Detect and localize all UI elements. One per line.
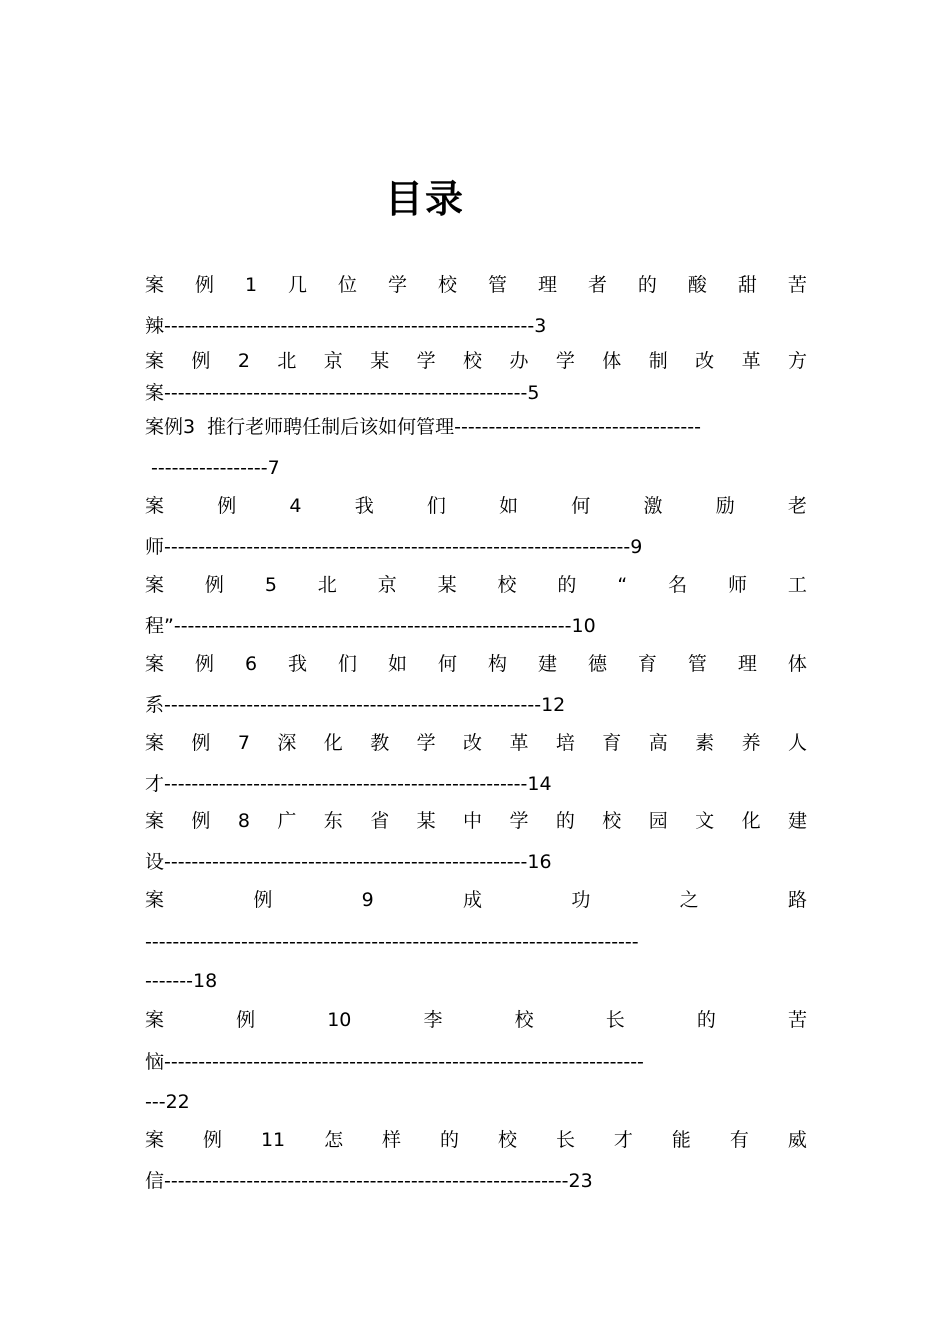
toc-entry-leader-page: 系-------------------------------------------------------12: [145, 694, 566, 716]
toc-title-char: 京: [323, 350, 343, 372]
toc-title-char: 激: [643, 495, 663, 517]
toc-title-char: 5: [264, 574, 277, 596]
toc-title-char: 例: [253, 889, 273, 911]
toc-title-char: 某: [370, 350, 390, 372]
toc-title-char: “: [617, 574, 628, 596]
toc-title-char: 的: [555, 810, 575, 832]
toc-entry-title: 案例3 推行老师聘任制后该如何管理------------------------------------: [145, 416, 701, 438]
toc-title-char: 案: [145, 274, 165, 296]
toc-title-char: 如: [499, 495, 519, 517]
toc-title-char: 工: [787, 574, 807, 596]
toc-title-char: 6: [244, 653, 258, 675]
toc-title-char: 1: [244, 274, 258, 296]
toc-title-char: 北: [277, 350, 297, 372]
toc-title-char: 甜: [737, 274, 757, 296]
toc-entry-leader-page: ---22: [145, 1091, 190, 1113]
toc-title-char: 省: [370, 810, 390, 832]
toc-title-char: 高: [648, 732, 668, 754]
toc-title-char: 方: [787, 350, 807, 372]
toc-title-char: 能: [671, 1129, 691, 1151]
toc-entry-leader-page: ------------------------------------------------------------------------: [145, 931, 639, 953]
toc-title-char: 深: [277, 732, 297, 754]
toc-title-char: 某: [416, 810, 436, 832]
toc-title-char: 长: [605, 1009, 625, 1031]
toc-title-char: 改: [695, 350, 715, 372]
toc-title-char: 案: [145, 495, 165, 517]
toc-title-char: 化: [741, 810, 761, 832]
toc-title-char: 校: [514, 1009, 534, 1031]
toc-title-char: 例: [236, 1009, 256, 1031]
toc-title-char: 4: [289, 495, 302, 517]
toc-title-char: 7: [237, 732, 250, 754]
toc-title-char: 办: [509, 350, 529, 372]
toc-title-char: 校: [602, 810, 622, 832]
toc-title-char: 中: [463, 810, 483, 832]
toc-entry-title: [145, 493, 807, 519]
toc-title-char: 2: [237, 350, 250, 372]
toc-title-char: 建: [787, 810, 807, 832]
toc-title-char: 例: [194, 653, 214, 675]
toc-title-char: 学: [388, 274, 408, 296]
toc-entry-leader-page: -----------------7: [145, 457, 280, 479]
toc-title-char: 案: [145, 732, 165, 754]
toc-title-char: 老: [787, 495, 807, 517]
toc-title-char: 们: [426, 495, 446, 517]
toc-title-char: 案: [145, 1129, 165, 1151]
toc-title-char: 理: [737, 653, 757, 675]
toc-title-char: 的: [440, 1129, 460, 1151]
toc-entry-leader-page: 恼----------------------------------------------------------------------: [145, 1051, 644, 1073]
toc-title-char: 构: [487, 653, 507, 675]
toc-title-char: 酸: [687, 274, 707, 296]
toc-title-char: 8: [237, 810, 250, 832]
toc-title-char: 例: [191, 350, 211, 372]
toc-title-char: 们: [338, 653, 358, 675]
toc-title-char: 化: [323, 732, 343, 754]
toc-title-char: 例: [191, 810, 211, 832]
toc-entry-leader-page: 设-----------------------------------------------------16: [145, 851, 552, 873]
toc-title-char: 如: [388, 653, 408, 675]
toc-title-char: 有: [729, 1129, 749, 1151]
toc-title-char: 育: [602, 732, 622, 754]
toc-title-char: 9: [361, 889, 374, 911]
toc-title-char: 者: [587, 274, 607, 296]
toc-title-char: 案: [145, 1009, 165, 1031]
toc-entry-title: [145, 1007, 807, 1033]
toc-title-char: 我: [354, 495, 374, 517]
toc-title-char: 校: [497, 574, 517, 596]
toc-title-char: 案: [145, 574, 165, 596]
toc-title-char: 案: [145, 810, 165, 832]
toc-title-char: 10: [327, 1009, 352, 1031]
toc-title-char: 才: [613, 1129, 633, 1151]
toc-title-char: 成: [463, 889, 483, 911]
toc-title-char: 体: [602, 350, 622, 372]
toc-title-char: 管: [487, 274, 507, 296]
toc-title-char: 制: [648, 350, 668, 372]
toc-entry-title: [145, 348, 807, 374]
toc-title-char: 理: [537, 274, 557, 296]
toc-title-char: 育: [637, 653, 657, 675]
toc-title-char: 人: [787, 732, 807, 754]
toc-entry-title: [145, 808, 807, 834]
toc-entry-title: [145, 272, 807, 298]
toc-title-char: 培: [555, 732, 575, 754]
toc-title-char: 威: [787, 1129, 807, 1151]
toc-title-char: 长: [555, 1129, 575, 1151]
toc-title-char: 的: [557, 574, 577, 596]
toc-title-char: 校: [437, 274, 457, 296]
toc-title-char: 学: [509, 810, 529, 832]
toc-title-char: 师: [727, 574, 747, 596]
toc-entry-leader-page: -------18: [145, 970, 218, 992]
toc-title-char: 例: [217, 495, 237, 517]
toc-title-char: 管: [687, 653, 707, 675]
toc-title-char: 园: [648, 810, 668, 832]
toc-title-char: 功: [571, 889, 591, 911]
toc-title-char: 路: [787, 889, 807, 911]
toc-title-char: 素: [695, 732, 715, 754]
toc-entry-leader-page: 案-----------------------------------------------------5: [145, 382, 540, 404]
toc-entry-leader-page: 师--------------------------------------------------------------------9: [145, 536, 643, 558]
toc-title-char: 体: [787, 653, 807, 675]
toc-title-char: 怎: [324, 1129, 344, 1151]
toc-title-char: 学: [555, 350, 575, 372]
toc-title-char: 何: [437, 653, 457, 675]
toc-title-char: 之: [679, 889, 699, 911]
toc-entry-leader-page: 信-----------------------------------------------------------23: [145, 1170, 593, 1192]
toc-title-char: 例: [204, 574, 224, 596]
toc-title-char: 养: [741, 732, 761, 754]
toc-entry-leader-page: 才-----------------------------------------------------14: [145, 773, 552, 795]
toc-title-char: 某: [437, 574, 457, 596]
toc-title-char: 几: [288, 274, 308, 296]
toc-title-char: 德: [587, 653, 607, 675]
toc-title-char: 建: [537, 653, 557, 675]
toc-title-char: 东: [323, 810, 343, 832]
toc-entry-title: [145, 572, 807, 598]
toc-title-char: 何: [571, 495, 591, 517]
toc-title-char: 位: [338, 274, 358, 296]
toc-title-char: 校: [463, 350, 483, 372]
toc-entry-title: [145, 887, 807, 913]
toc-title-char: 我: [288, 653, 308, 675]
toc-title-char: 例: [194, 274, 214, 296]
toc-entry-leader-page: 辣------------------------------------------------------3: [145, 315, 547, 337]
toc-title-char: 革: [509, 732, 529, 754]
toc-title-char: 案: [145, 350, 165, 372]
toc-title-char: 励: [715, 495, 735, 517]
toc-title-char: 11: [260, 1129, 286, 1151]
toc-entry-title: [145, 730, 807, 756]
toc-title-char: 案: [145, 653, 165, 675]
toc-title-char: 的: [696, 1009, 716, 1031]
toc-title: 目录: [384, 177, 465, 221]
toc-title-char: 教: [370, 732, 390, 754]
toc-entry-title: [145, 1127, 807, 1153]
toc-title-char: 例: [202, 1129, 222, 1151]
toc-title-char: 改: [463, 732, 483, 754]
toc-title-char: 案: [145, 889, 165, 911]
toc-title-char: 苦: [787, 274, 807, 296]
toc-title-char: 名: [668, 574, 688, 596]
toc-title-char: 北: [317, 574, 337, 596]
toc-title-char: 京: [377, 574, 397, 596]
toc-title-char: 革: [741, 350, 761, 372]
toc-title-char: 学: [416, 732, 436, 754]
toc-title-char: 广: [277, 810, 297, 832]
toc-title-char: 苦: [787, 1009, 807, 1031]
toc-title-char: 李: [423, 1009, 443, 1031]
toc-title-char: 文: [695, 810, 715, 832]
toc-title-char: 校: [497, 1129, 517, 1151]
toc-entry-title: [145, 651, 807, 677]
toc-title-char: 例: [191, 732, 211, 754]
toc-entry-leader-page: 程”----------------------------------------------------------10: [145, 615, 596, 637]
toc-title-char: 样: [382, 1129, 402, 1151]
toc-title-char: 的: [637, 274, 657, 296]
toc-title-char: 学: [416, 350, 436, 372]
